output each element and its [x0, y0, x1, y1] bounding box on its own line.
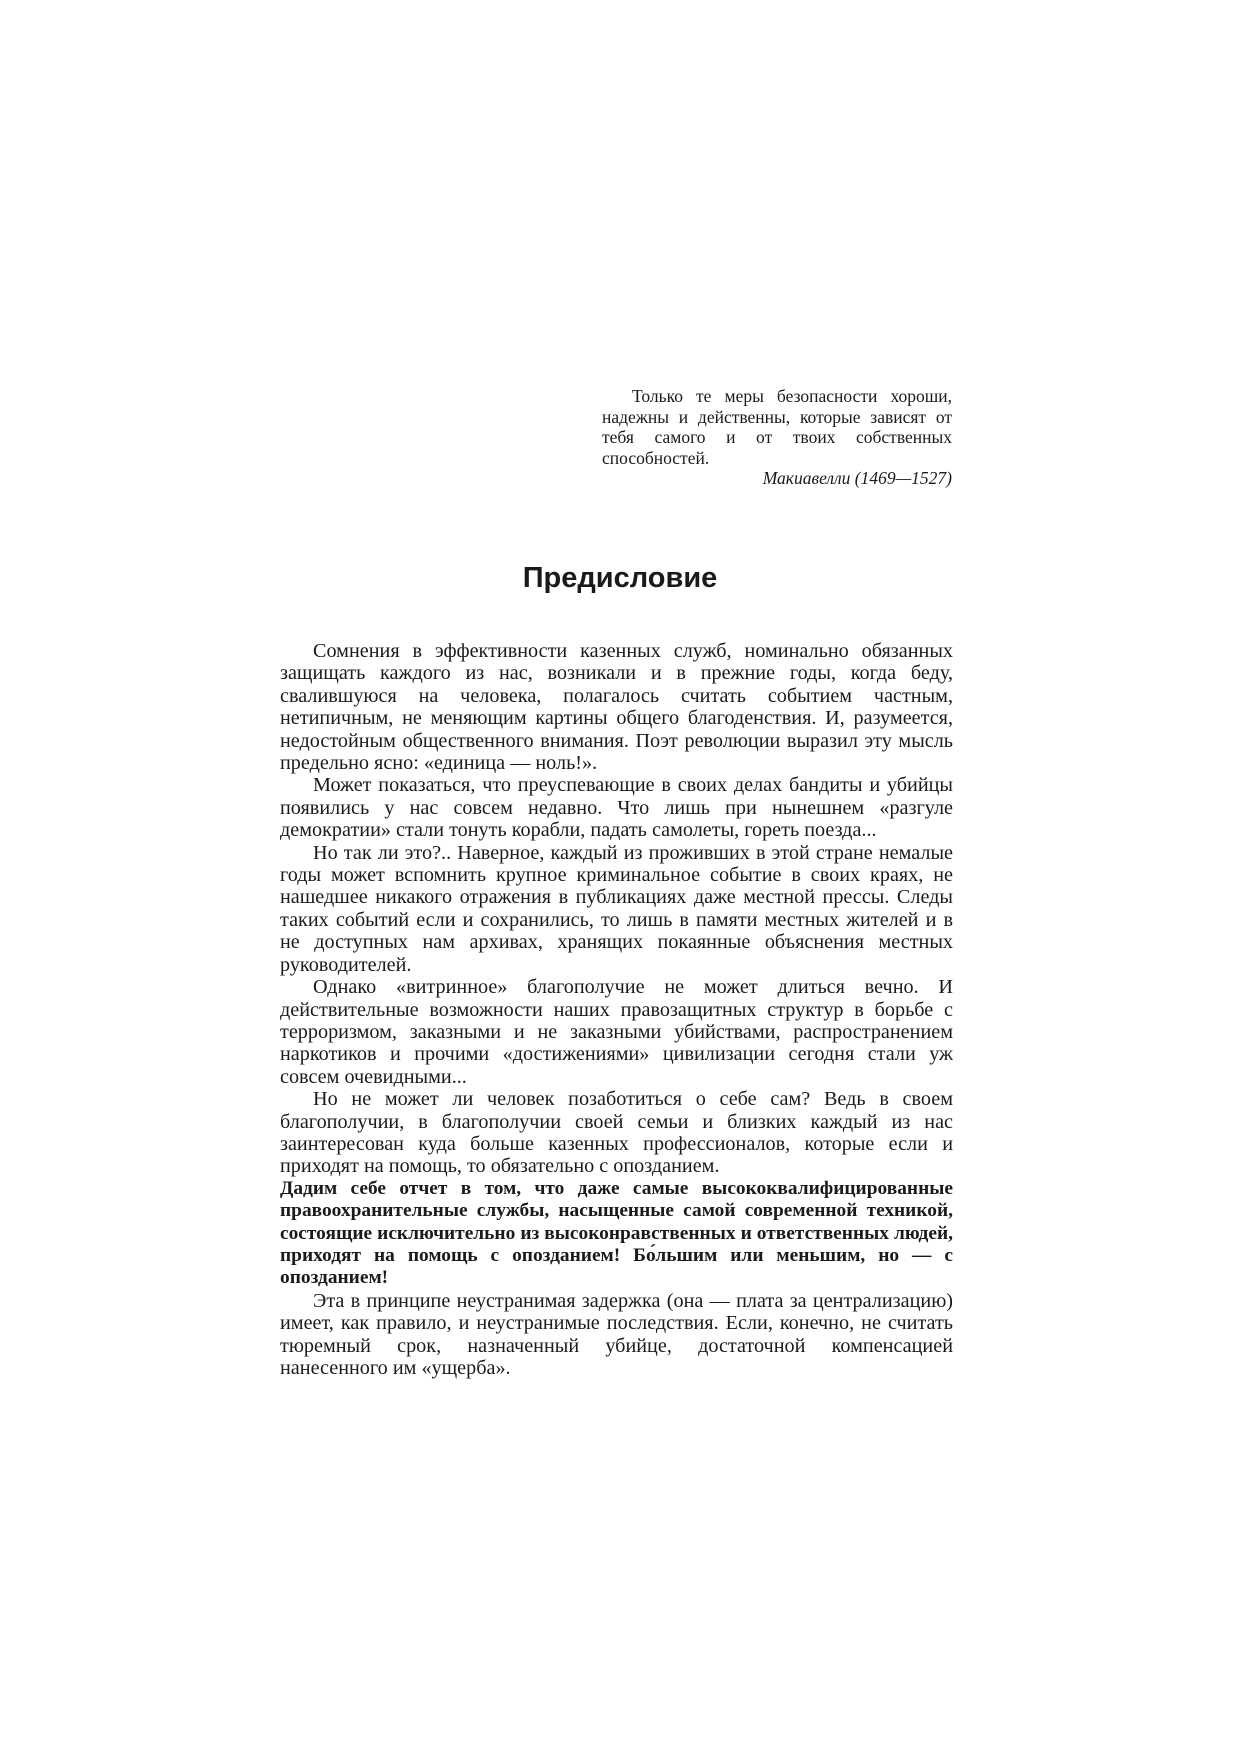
- paragraph: Эта в принципе неустранимая задержка (она — плата за централизацию) имеет, как правило, и неустранимые последствия. Если, конечно, не считать тюремный срок, назначенный убийце, достаточной компенсацией нанесенного им «ущерба».: [280, 1289, 953, 1379]
- paragraph: Но так ли это?.. Наверное, каждый из проживших в этой стране немалые годы может вспомнить крупное криминальное событие в своих краях, не нашедшее никакого отражения в публикациях даже местной прессы. Следы таких событий если и сохранились, то лишь в памяти местных жителей и в не доступных нам архивах, хранящих покаянные объяснения местных руководителей.: [280, 841, 953, 976]
- body-text: [280, 640, 953, 1379]
- paragraph: Сомнения в эффективности казенных служб, номинально обязанных защищать каждого из нас, возникали и в прежние годы, когда беду, свалившуюся на человека, полагалось считать событием частным, нетипичным, не меняющим картины общего благоденствия. И, разумеется, недостойным общественного внимания. Поэт революции выразил эту мысль предельно ясно: «единица — ноль!».: [280, 640, 953, 775]
- paragraph: Может показаться, что преуспевающие в своих делах бандиты и убийцы появились у нас совсем недавно. Что лишь при нынешнем «разгуле демократии» стали тонуть корабли, падать самолеты, гореть поезда...: [280, 774, 953, 842]
- epigraph: [602, 386, 952, 489]
- epigraph-text: Только те меры безопасности хороши, надежны и действенны, которые зависят от тебя самого и от твоих собственных способностей.: [602, 386, 952, 468]
- paragraph: Но не может ли человек позаботиться о себе сам? Ведь в своем благополучии, в благополучии своей семьи и близких каждый из нас заинтересован куда больше казенных профессионалов, которые если и приходят на помощь, то обязательно с опозданием.: [280, 1088, 953, 1178]
- paragraph: Однако «витринное» благополучие не может длиться вечно. И действительные возможности наших правозащитных структур в борьбе с терроризмом, заказными и не заказными убийствами, распространением наркотиков и прочими «достижениями» цивилизации сегодня стали уж совсем очевидными...: [280, 976, 953, 1088]
- bold-paragraph: Дадим себе отчет в том, что даже самые высококвалифицированные правоохранительные службы, насыщенные самой современной техникой, состоящие исключительно из высоконравственных и ответственных людей, приходят на помощь с опозданием! Бо́льшим или меньшим, но — с опозданием!: [280, 1177, 953, 1289]
- epigraph-author: Макиавелли (1469—1527): [762, 468, 952, 488]
- page-title: Предисловие: [522, 562, 718, 594]
